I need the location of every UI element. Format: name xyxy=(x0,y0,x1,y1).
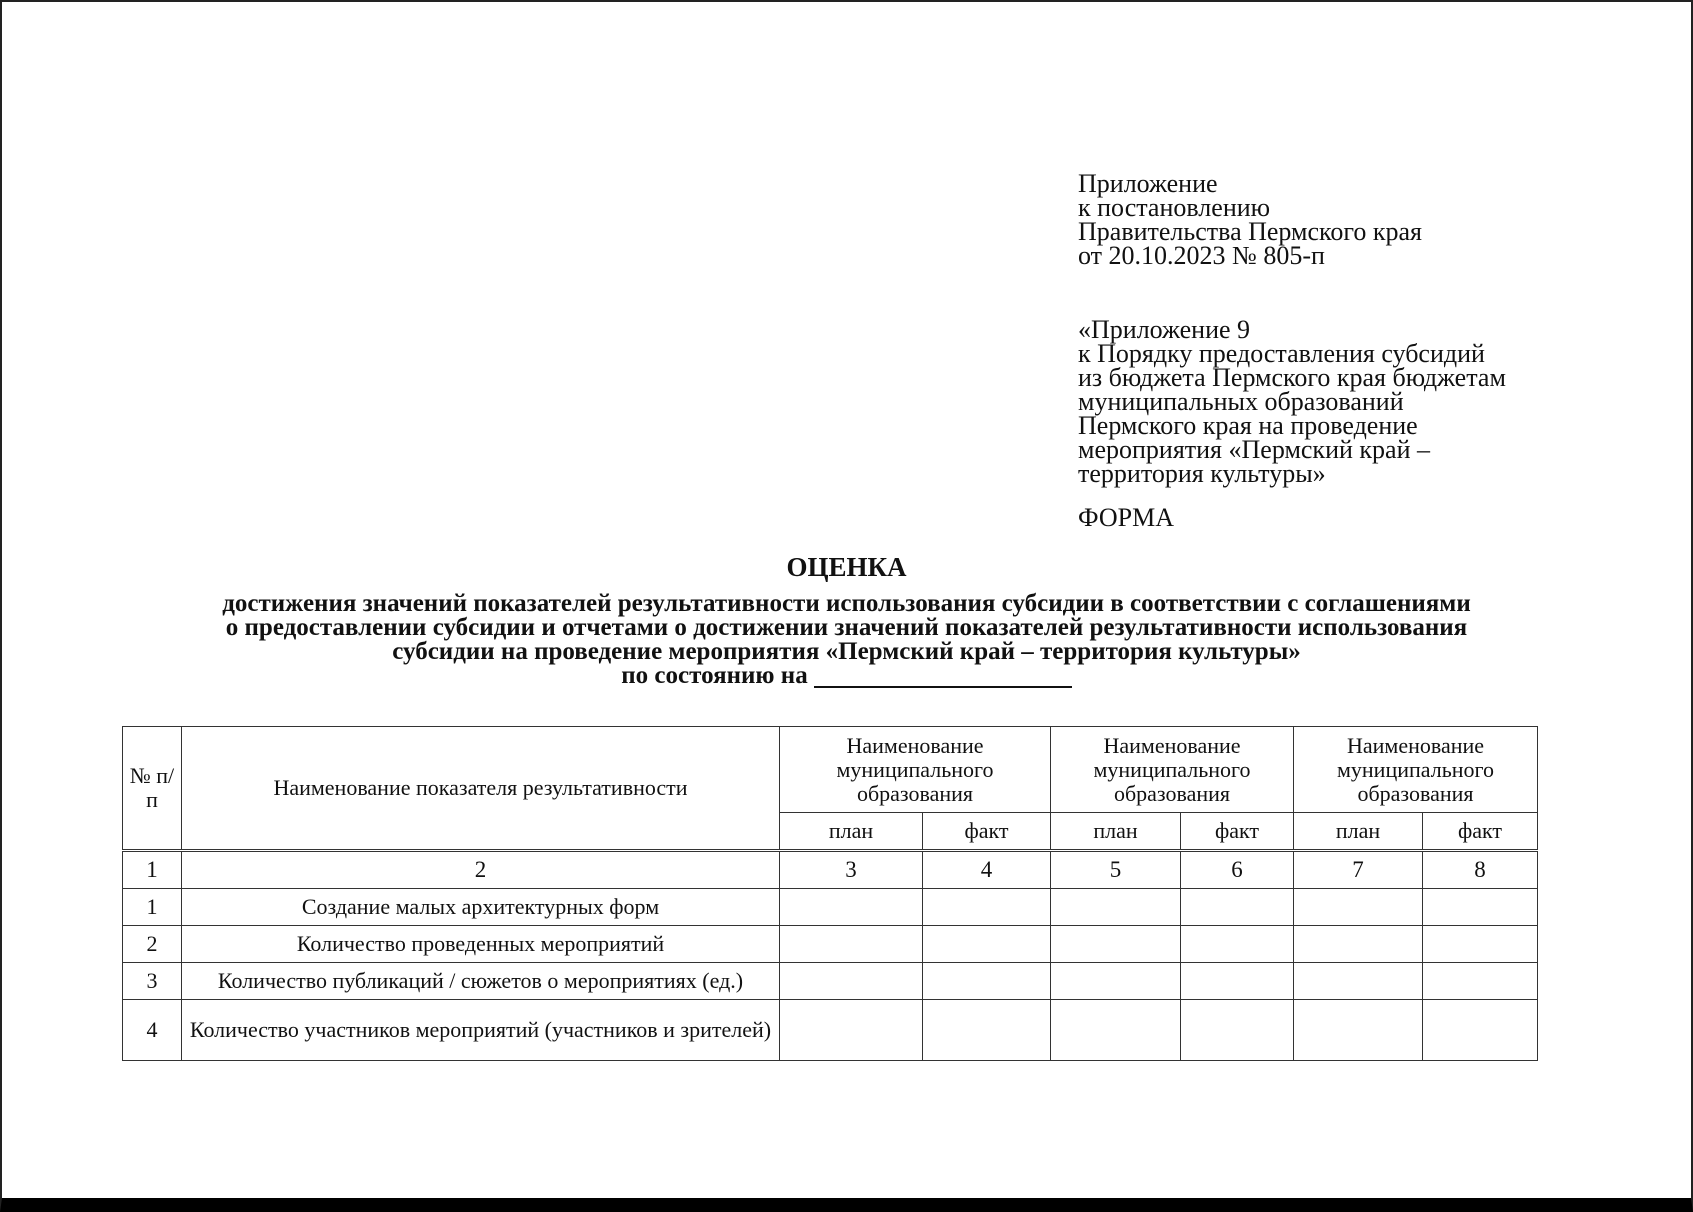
header-fact: факт xyxy=(923,813,1051,851)
subtitle-line: достижения значений показателей результативности использования субсидии в соответствии с соглашениями xyxy=(222,590,1471,617)
as-of-line xyxy=(0,664,1693,688)
header-plan: план xyxy=(1294,813,1423,851)
empty-cell xyxy=(1181,963,1294,1000)
document-title: ОЦЕНКА xyxy=(786,552,907,582)
table-row xyxy=(123,963,1538,1000)
empty-cell xyxy=(923,889,1051,926)
empty-cell xyxy=(780,963,923,1000)
row-num: 3 xyxy=(123,963,182,1000)
row-indicator: Создание малых архитектурных форм xyxy=(182,889,780,926)
appendix-header xyxy=(1078,169,1422,270)
date-blank-field xyxy=(814,664,1072,688)
table-row xyxy=(123,926,1538,963)
column-number: 8 xyxy=(1423,851,1538,889)
appendix9-line: из бюджета Пермского края бюджетам xyxy=(1078,363,1506,392)
appendix9-line: муниципальных образований xyxy=(1078,387,1404,416)
header-fact: факт xyxy=(1181,813,1294,851)
empty-cell xyxy=(1294,926,1423,963)
appendix9-line: территория культуры» xyxy=(1078,459,1326,488)
row-indicator: Количество публикаций / сюжетов о мероприятиях (ед.) xyxy=(182,963,780,1000)
empty-cell xyxy=(1423,963,1538,1000)
subtitle-line: о предоставлении субсидии и отчетами о достижении значений показателей результативности использования xyxy=(225,614,1468,641)
appendix9-line: «Приложение 9 xyxy=(1078,315,1251,344)
column-number: 2 xyxy=(182,851,780,889)
empty-cell xyxy=(1423,926,1538,963)
header-municipality: Наименование муниципального образования xyxy=(1051,727,1294,813)
empty-cell xyxy=(1051,926,1181,963)
table-row xyxy=(123,889,1538,926)
empty-cell xyxy=(923,926,1051,963)
empty-cell xyxy=(1181,1000,1294,1061)
column-number-row xyxy=(123,851,1538,889)
header-municipality: Наименование муниципального образования xyxy=(780,727,1051,813)
appendix9-line: Пермского края на проведение xyxy=(1078,411,1418,440)
empty-cell xyxy=(1181,889,1294,926)
column-number: 7 xyxy=(1294,851,1423,889)
empty-cell xyxy=(1051,1000,1181,1061)
header-plan: план xyxy=(1051,813,1181,851)
appendix9-line: к Порядку предоставления субсидий xyxy=(1078,339,1485,368)
appendix-line: Приложение xyxy=(1078,169,1218,198)
empty-cell xyxy=(923,1000,1051,1061)
form-label: ФОРМА xyxy=(1078,503,1174,532)
column-number: 4 xyxy=(923,851,1051,889)
header-num: № п/п xyxy=(123,727,182,851)
empty-cell xyxy=(780,1000,923,1061)
appendix9-line: мероприятия «Пермский край – xyxy=(1078,435,1430,464)
empty-cell xyxy=(1423,1000,1538,1061)
empty-cell xyxy=(780,889,923,926)
empty-cell xyxy=(1181,926,1294,963)
header-plan: план xyxy=(780,813,923,851)
empty-cell xyxy=(1294,963,1423,1000)
row-num: 4 xyxy=(123,1000,182,1061)
header-indicator: Наименование показателя результативности xyxy=(182,727,780,851)
appendix-line: к постановлению xyxy=(1078,193,1271,222)
column-number: 5 xyxy=(1051,851,1181,889)
empty-cell xyxy=(780,926,923,963)
empty-cell xyxy=(1294,889,1423,926)
as-of-label: по состоянию на xyxy=(621,662,808,689)
empty-cell xyxy=(1051,963,1181,1000)
empty-cell xyxy=(1294,1000,1423,1061)
empty-cell xyxy=(1051,889,1181,926)
empty-cell xyxy=(923,963,1051,1000)
empty-cell xyxy=(1423,889,1538,926)
indicators-table xyxy=(122,726,1538,1061)
appendix-line: от 20.10.2023 № 805-п xyxy=(1078,241,1325,270)
row-num: 1 xyxy=(123,889,182,926)
header-municipality: Наименование муниципального образования xyxy=(1294,727,1538,813)
row-indicator: Количество участников мероприятий (участников и зрителей) xyxy=(182,1000,780,1061)
column-number: 6 xyxy=(1181,851,1294,889)
appendix-line: Правительства Пермского края xyxy=(1078,217,1422,246)
appendix9-header xyxy=(1078,315,1506,488)
column-number: 1 xyxy=(123,851,182,889)
table-row xyxy=(123,1000,1538,1061)
document-subtitle xyxy=(0,592,1693,688)
subtitle-line: субсидии на проведение мероприятия «Пермский край – территория культуры» xyxy=(392,638,1301,665)
table-header-row xyxy=(123,727,1538,813)
header-fact: факт xyxy=(1423,813,1538,851)
row-indicator: Количество проведенных мероприятий xyxy=(182,926,780,963)
row-num: 2 xyxy=(123,926,182,963)
column-number: 3 xyxy=(780,851,923,889)
